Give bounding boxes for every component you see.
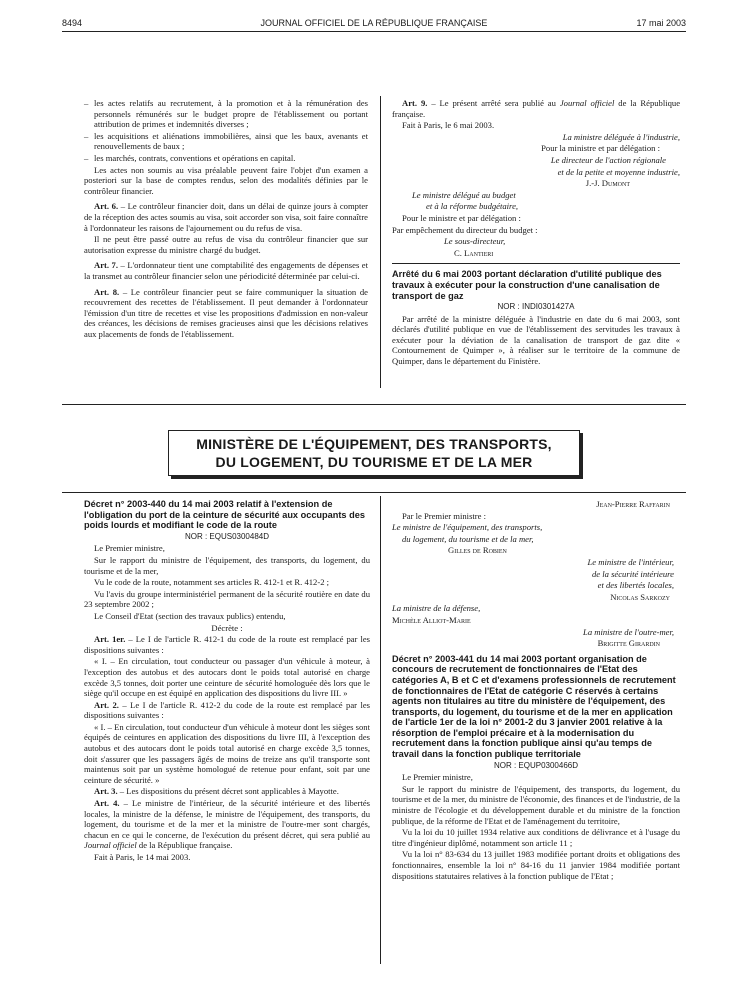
signature-line: Pour le ministre et par délégation : (402, 212, 521, 223)
signatory-name: Nicolas Sarkozy (610, 591, 670, 602)
column-divider (380, 496, 381, 964)
ministry-banner (168, 430, 580, 476)
arrete-title: Arrêté du 6 mai 2003 portant déclaration d'utilité publique des travaux à exécuter pour la construction d'une canalisation de transport de gaz (392, 269, 662, 301)
signatory-name: Brigitte Girardin (597, 638, 660, 649)
column-divider (380, 96, 381, 388)
running-header (62, 18, 686, 30)
paragraph: Les actes non soumis au visa préalable peuvent faire l'objet d'un examen a posteriori sur la base de comptes rendus, selon des modalités définies par le contrôleur financier. (84, 164, 368, 196)
nor-reference: NOR : EQUP0300466D (493, 760, 579, 770)
section-rule (62, 492, 686, 493)
paragraph: Il ne peut être passé outre au refus de visa du contrôleur financier que sur autorisation expresse du ministre chargé du budget. (84, 234, 368, 255)
list-item: – les marchés, contrats, conventions et opérations en capital. (84, 153, 368, 164)
signature-line: Le directeur de l'action régionale (550, 154, 666, 165)
signature-line: et à la réforme budgétaire, (426, 201, 519, 212)
signature-line: La ministre de l'outre-mer, (583, 626, 674, 637)
article-1: Art. 1er. – Le I de l'article R. 412-1 du code de la route est remplacé par les dispositions suivantes : (84, 634, 370, 655)
nor-reference: NOR : EQUS0300484D (184, 531, 270, 541)
decret-title: Décret n° 2003-440 du 14 mai 2003 relatif à l'extension de l'obligation du port de la ceinture de sécurité aux occupants des poids lourds et modifiant le code de la route (84, 499, 365, 531)
section-rule (62, 404, 686, 405)
paragraph: Vu la loi n° 83-634 du 13 juillet 1983 modifiée portant droits et obligations des fonctionnaires, ensemble la loi n° 84-16 du 11 janvier 1984 modifiée portant dispositions statutaires relatives à la fonction publique de l'Etat ; (392, 849, 680, 881)
article-4: Art. 4. – Le ministre de l'intérieur, de la sécurité intérieure et des libertés locales, la ministre de la défense, le ministre de l'équipement, des transports, du logement, du tourisme et de la mer et la ministre de l'outre-mer sont chargés, chacun en ce qui le concerne, de l'exécution du présent décret, qui sera publié au Journal officiel de la République française. (84, 798, 370, 851)
header-rule (62, 31, 686, 32)
top-right-column (392, 98, 680, 368)
signature-date: Fait à Paris, le 6 mai 2003. (402, 120, 495, 131)
ministry-line: MINISTÈRE DE L'ÉQUIPEMENT, DES TRANSPORTS, (196, 436, 552, 452)
page-number: 8494 (62, 18, 83, 28)
signature-line: du logement, du tourisme et de la mer, (402, 533, 534, 544)
signature-line: Le ministre délégué au budget (412, 189, 516, 200)
journal-title: JOURNAL OFFICIEL DE LA RÉPUBLIQUE FRANÇAISE (260, 18, 488, 28)
paragraph: « I. – En circulation, tout conducteur d'un véhicule à moteur dont les sièges sont équipés de ceintures en application des dispositions du livre III, à l'exception des autobus et des autocars dont le poids total autorisé en charge excède 3,5 tonnes, doit s'assurer que les passagers âgés de moins de treize ans qu'il transporte sont maintenus soit par un système homologué de retenue pour enfant, soit par une ceinture de sécurité. » (84, 721, 370, 785)
signature-line: La ministre déléguée à l'industrie, (562, 131, 680, 142)
nor-reference: NOR : INDI0301427A (497, 302, 575, 312)
signatory-name: C. Lantieri (454, 247, 494, 258)
signatory-name: Jean-Pierre Raffarin (596, 499, 670, 509)
signature-date: Fait à Paris, le 14 mai 2003. (94, 852, 191, 862)
signature-line: Par empêchement du directeur du budget : (392, 224, 538, 235)
signature-line: Le ministre de l'intérieur, (587, 556, 674, 567)
issue-date: 17 mai 2003 (636, 18, 686, 28)
paragraph: Le Conseil d'Etat (section des travaux publics) entendu, (94, 610, 286, 621)
article-3: Art. 3. – Les dispositions du présent décret sont applicables à Mayotte. (94, 786, 339, 797)
article-7: Art. 7. – L'ordonnateur tient une comptabilité des engagements de dépenses et la transmet au contrôleur financier selon une périodicité déterminée par celui-ci. (84, 260, 369, 281)
article-2: Art. 2. – Le I de l'article R. 412-2 du code de la route est remplacé par les dispositions suivantes : (84, 699, 371, 721)
article-8: Art. 8. – Le contrôleur financier peut se faire communiquer la situation de recouvrement des recettes de l'établissement. Il peut demander à l'ordonnateur l'émission d'un titre de recettes et vise les propositions d'admission en non-valeur des créances, les décisions de remises gracieuses ainsi que les décisions relatives aux placements de fonds de l'établissement. (84, 286, 368, 339)
signature-line: Pour la ministre et par délégation : (541, 143, 660, 154)
signatory-name: Michèle Alliot-Marie (392, 614, 471, 625)
signature-line: et de la petite et moyenne industrie, (557, 166, 680, 177)
paragraph: Sur le rapport du ministre de l'équipement, des transports, du logement, du tourisme et de la mer, (84, 554, 370, 576)
article-6: Art. 6. – Le contrôleur financier doit, dans un délai de quinze jours à compter de la réception des actes soumis au visa, soit accorder son visa, soit faire connaître à l'ordonnateur les raisons de l'ajournement ou du refus de visa. (84, 201, 369, 233)
signature-line: La ministre de la défense, (392, 603, 481, 614)
ministry-line: DU LOGEMENT, DU TOURISME ET DE LA MER (215, 454, 533, 470)
top-left-column (84, 98, 368, 340)
signature-line: Le sous-directeur, (444, 236, 506, 247)
article-9: Art. 9. – Le présent arrêté sera publié au Journal officiel de la République française. (392, 98, 681, 119)
paragraph: Le Premier ministre, (94, 543, 165, 554)
list-item: – les actes relatifs au recrutement, à la promotion et à la rémunération des personnels rémunérés sur le budget propre de l'établissement ou portant attribution de primes et indemnités diverses ; (84, 98, 368, 130)
signature-line: et des libertés locales, (597, 580, 674, 591)
signatory-name: Gilles de Robien (448, 545, 507, 556)
bottom-left-column (84, 499, 370, 864)
paragraph: Le Premier ministre, (402, 772, 473, 783)
paragraph: « I. – En circulation, tout conducteur ou passager d'un véhicule à moteur, à l'exception des autobus et des autocars dont le poids total autorisé en charge excède 3,5 tonnes, doit porter une ceinture de sécurité homologuée dès lors que le siège qu'il occupe en est équipé en application des dispositions du livre III. » (84, 656, 370, 699)
paragraph: Vu le code de la route, notamment ses articles R. 412-1 et R. 412-2 ; (94, 577, 330, 588)
paragraph: Vu la loi du 10 juillet 1934 relative aux conditions de délivrance et à l'usage du titre d'ingénieur diplômé, notamment son article 11 ; (392, 827, 680, 848)
decret-title: Décret n° 2003-441 du 14 mai 2003 portant organisation de concours de recrutement de fonctionnaires de l'Etat des catégories A, B et C et d'examens professionnels de recrutement de fonctionnaires de l'Etat de catégorie C réservés à certains agents non titulaires au titre du ministère de l'équipement, des transports, du logement, du tourisme et de la mer en application de l'article 1er de la loi n° 2001-2 du 3 janvier 2001 relative à la résorption de l'emploi précaire et à la modernisation du recrutement dans la fonction publique ainsi qu'au temps de travail dans la fonction publique territoriale (392, 653, 676, 760)
list-item: – les acquisitions et aliénations immobilières, ainsi que les baux, avenants et renouvellements de baux ; (84, 131, 368, 152)
decrete: Décrète : (211, 622, 243, 633)
signature-line: Par le Premier ministre : (402, 510, 487, 521)
bottom-right-column (392, 499, 680, 882)
signature-line: Le ministre de l'équipement, des transports, (392, 522, 543, 533)
paragraph: Sur le rapport du ministre de l'équipement, des transports, du logement, du tourisme et de la mer, du ministre de l'économie, des finances et de l'industrie, de la ministre de l'écologie et du développement durable et du ministre de la fonction publique, de la réforme de l'Etat et de l'aménagement du territoire, (392, 783, 680, 826)
signatory-name: J.-J. Dumont (585, 178, 630, 189)
paragraph: Par arrêté de la ministre déléguée à l'industrie en date du 6 mai 2003, sont déclarés d'utilité publique en vue de l'établissement des servitudes les travaux à exécuter pour la déviation de la canalisation de transport de gaz dite « Contournement de Quimper », à réaliser sur le territoire de la commune de Quimper, dans le département du Finistère. (392, 313, 680, 367)
paragraph: Vu l'avis du groupe interministériel permanent de la sécurité routière en date du 23 septembre 2002 ; (84, 588, 370, 610)
signature-line: de la sécurité intérieure (591, 568, 674, 579)
